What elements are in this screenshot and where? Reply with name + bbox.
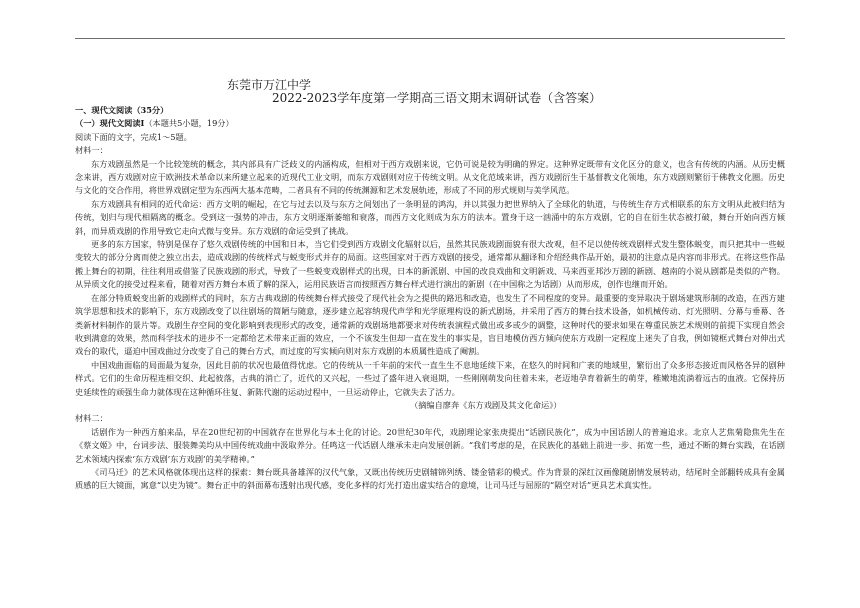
sub-heading: （一）现代文阅读Ⅰ — [75, 118, 145, 129]
material-label: 材料一： — [75, 145, 108, 156]
paragraph: 东方戏剧具有相同的近代命运：西方文明的崛起，在它与过去以及与东方之间划出了一条明显的鸿沟，并以其强力把世界纳入了全球化的轨道，与传统生存方式相联系的东方文明从此被归结为传统，划归与现代相隔离的概念。受到这一强势的冲击，东方文明逐渐萎缩和衰落，而西方文化则成为东方的法本。置身于这一汹涌中的东方戏剧，它的自在衍生状态被打破，舞台开始向西方倾斜，而异质戏剧的作用导致它走向式微与变异。东方戏剧的命运受到了挑战。 — [75, 198, 785, 236]
instruction: 阅读下面的文字，完成1～5题。 — [75, 131, 192, 142]
paragraph: 在部分特质蜕变出新的戏剧样式的同时，东方古典戏剧的传统舞台样式接受了现代社会为之提供的路迅和改造，也发生了不同程度的变异。最重要的变异取决于剧场建筑形制的改造，在西方建筑学思想和技术的影响下，东方戏剧改变了以往剧场的简陋与随意，逐步建立起容纳现代声学和光学原理构设的新式剧场，并采用了西方的舞台技术设备，如机械传动、灯光照明、分幕与垂幕、各类新材料制作的景片等。戏剧生存空间的变化影响到表现形式的改变，通常新的戏剧场地都要求对传统表演程式做出或多或少的调整，这种时代的要求如果在尊重民族艺术规则的前提下实现自然会收到满意的效果，然而科学技术的进步不一定都给艺术带来正面的效应，一个不该发生但却一直在发生的事实是，盲目地模仿西方倾向使东方戏剧一定程度上迷失了自我，例如镜框式舞台对伸出式戏台的取代，逼迫中国戏曲过分改变了自己的舞台方式，而过度的写实倾向则对东方戏剧的本质属性造成了阉割。 — [75, 292, 785, 357]
sub-heading-line — [75, 117, 785, 130]
paragraph: 中国戏曲面临的局面最为复杂，因此目前的状况也最值得忧虑。它的传统从一千年前的宋代一直生生不息地延续下来，在悠久的时间和广袤的地域里，繁衍出了众多形态接近而风格各异的剧种样式。它们的生命历程连相交织、此起彼落，古典的消亡了，近代的又兴起，一些过了盛年进入衰退期，一些刚刚萌发向往着未来，老迈地孕育着新生的萌芽，稚嫩地流淌着远古的血液。它保持历史延续性的顽强生命力就体现在这种循环往复、新陈代谢的运动过程中，一旦运动停止，它就失去了活力。 — [75, 359, 785, 397]
paragraph: 话剧作为一种西方舶来品，早在20世纪初的中国就存在世界化与本土化的讨论。20世纪30年代，戏剧理论家张庚提出“话剧民族化”，成为中国话剧人的普遍追求。北京人艺焦菊隐焦先生在《蔡文姬》中，台词步法、服装舞美均从中国传统戏曲中汲取养分。任鸣这一代话剧人继承未走向发展创新。“我们考虑的是，在民族化的基础上前进一步、拓宽一些，通过不断的舞台实践，在话剧艺术领域内探索‘东方戏剧’东方戏剧’的美学精神。” — [75, 426, 785, 464]
source-citation: （摘编自廖奔《东方戏剧及其文化命运》） — [410, 399, 562, 410]
paragraph: 《司马迁》的艺术风格就体现出这样的探索：舞台既具备雄浑的汉代气象，又既出传统历史剧辅锦列绣、镂金错彩的模式。作为背景的深红汉画像随剧情发展转动，结尾时全部翻转成具有金属质感的巨大镜面，寓意“以史为镜”。舞台正中的斜面幕布透射出现代感，变化多样的灯光打造出虚实结合的意境，让司马迁与屈原的“隔空对话”更具艺术真实性。 — [75, 466, 785, 491]
header-rule — [75, 38, 785, 39]
exam-title: 2022-2023学年度第一学期高三语文期末调研试卷（含答案） — [272, 91, 602, 105]
paragraph: 东方戏剧虽然是一个比较笼统的概念，其内部具有广泛歧义的内涵构成，但相对于西方戏剧来说，它仍可说是较为明确的界定。这种界定既带有文化区分的意义，也含有传统的内涵。从历史概念来讲，西方戏剧对应于欧洲技术革命以来所建立起来的近现代工业文明，而东方戏剧则对应于传统文明。从文化范域来讲，西方戏剧衍生于基督教文化领地，东方戏剧则繁衍于佛教文化圈。历史与文化的交合作用，将世界戏剧定型为东西两大基本范畴，二者具有不同的传统渊源和艺术发展轨迹，形成了不同的形式规则与美学风范。 — [75, 158, 785, 196]
school-name: 东莞市万江中学 — [227, 78, 312, 92]
section-heading: 一、现代文阅读（35分） — [75, 105, 169, 115]
material-paragraphs — [75, 426, 785, 493]
sub-heading-note: （本题共5小题，19分） — [144, 118, 234, 129]
material-paragraphs — [75, 158, 785, 399]
material-label: 材料二： — [75, 413, 108, 424]
document-body — [75, 104, 785, 493]
paragraph: 更多的东方国家，特别是保存了悠久戏剧传统的中国和日本，当它们受到西方戏剧文化辐射以后，虽然其民族戏剧面貌有很大改观，但不足以使传统戏剧样式发生整体蜕变，而只把其中一些蜕变较大的部分分离而使之独立出去，造成戏剧的传统样式与蜕变形式并存的局面。这些国家对于西方戏剧的接受，通常都从翻译和介绍经典作品开始，最初的注意点是内容而非形式。在将这些作品搬上舞台的初期，往往利用或借鉴了民族戏剧的形式，导致了一些蜕变戏剧样式的出现，日本的新派剧、中国的改良戏曲和文明新戏、马来西亚邦沙万剧的新剧、越南的小说从剧都是类似的产物。从异质文化的接受过程来看，随着对西方舞台本质了解的深入，运用民族语言而按照西方舞台样式进行演出的新剧（在中国称之为话剧）从而形成，创作也继而开始。 — [75, 239, 785, 290]
